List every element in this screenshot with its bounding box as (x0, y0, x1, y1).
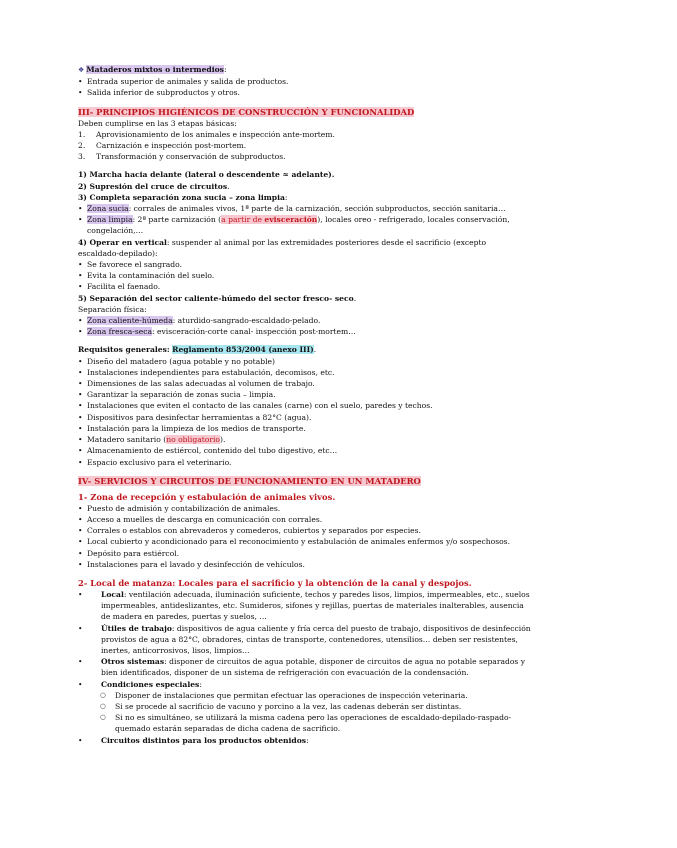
local-continuation: de madera en paredes, puertas y suelos, … (101, 612, 267, 622)
utiles-continuation: provistos de agua a 82°C, obradores, cintas de transporte, contenedores, utensilios… deben ser resistentes, (101, 634, 518, 644)
list-item: • Depósito para estiércol. (78, 548, 637, 559)
list-item: • Instalaciones para el lavado y desinfección de vehículos. (78, 559, 637, 570)
zona-caliente-item: • Zona caliente-húmeda: aturdido-sangrado-escaldado-pelado. (78, 315, 637, 326)
mixtos-title: Mataderos mixtos o intermedios (86, 65, 224, 74)
zona-sucia-item: • Zona sucia: corrales de animales vivos, 1ª parte de la carnización, sección subproductos, sección sanitaria… (78, 203, 637, 214)
zona-limpia-item: • Zona limpia: 2ª parte carnización (a partir de evisceración), locales oreo - refrigerado, locales conservación, (78, 214, 637, 225)
list-item: • Corrales o establos con abrevaderos y comederos, cubiertos y separados por especies. (78, 525, 637, 536)
sub-list-item: ○ Si se procede al sacrificio de vacuno y porcino a la vez, las cadenas deberán ser distintas. (78, 701, 637, 712)
list-item: • Facilita el faenado. (78, 281, 637, 292)
subsection-heading-recepcion: 1- Zona de recepción y estabulación de animales vivos. (78, 491, 336, 502)
diamond-bullet-icon: ❖ (78, 66, 85, 74)
list-item: • Dispositivos para desinfectar herramientas a 82°C (agua). (78, 412, 637, 423)
sub-list-item: ○ Si no es simultáneo, se utilizará la misma cadena pero las operaciones de escaldado-depilado-raspado- (78, 712, 637, 723)
local-item: • Local: ventilación adecuada, iluminación suficiente, techos y paredes lisos, limpios, impermeables, etc., suelos (78, 589, 637, 600)
principle-2: 2) Supresión del cruce de circuitos. (78, 181, 230, 191)
zona-fresca-item: • Zona fresca-seca: evisceración-corte canal- inspección post-mortem… (78, 326, 637, 337)
sub-list-continuation: quemado estarán separadas de dicha cadena de sacrificio. (115, 724, 341, 734)
step-item: 2. Carnización e inspección post-mortem. (78, 141, 247, 151)
list-item: • Entrada superior de animales y salida de productos. (78, 76, 637, 87)
list-item: • Evita la contaminación del suelo. (78, 270, 637, 281)
list-item: • Local cubierto y acondicionado para el reconocimiento y estabulación de animales enfermos y/o sospechosos. (78, 536, 637, 547)
requisitos-title: Requisitos generales: Reglamento 853/2004 (anexo III). (78, 345, 317, 355)
utiles-item: • Útiles de trabajo: dispositivos de agua caliente y fría cerca del puesto de trabajo, dispositivos de desinfección (78, 623, 637, 634)
sub-list-item: ○ Disponer de instalaciones que permitan efectuar las operaciones de inspección veterinaria. (78, 690, 637, 701)
zona-limpia-continuation: congelación,… (87, 226, 144, 236)
utiles-continuation: inertes, anticorrosivos, lisos, limpios… (101, 645, 250, 655)
list-item: • Instalación para la limpieza de los medios de transporte. (78, 423, 637, 434)
principle-3: 3) Completa separación zona sucia – zona limpia: (78, 192, 288, 202)
step-item: 1. Aprovisionamiento de los animales e inspección ante-mortem. (78, 129, 335, 139)
list-item: • Espacio exclusivo para el veterinario. (78, 457, 637, 468)
matadero-sanitario-item: • Matadero sanitario (no obligatorio). (78, 434, 637, 445)
list-item: • Dimensiones de las salas adecuadas al volumen de trabajo. (78, 378, 637, 389)
list-item: • Acceso a muelles de descarga en comunicación con corrales. (78, 514, 637, 525)
principle-1: 1) Marcha hacia delante (lateral o descendente ≈ adelante). (78, 170, 335, 180)
list-item: • Instalaciones independientes para estabulación, decomisos, etc. (78, 367, 637, 378)
list-item: • Garantizar la separación de zonas sucia – limpia. (78, 389, 637, 400)
principle-5-intro: Separación física: (78, 304, 147, 314)
principle-4-continuation: escaldado-depilado): (78, 248, 158, 258)
section-heading-principios: III- PRINCIPIOS HIGIÉNICOS DE CONSTRUCCIÓN Y FUNCIONALIDAD (78, 106, 415, 117)
step-item: 3. Transformación y conservación de subproductos. (78, 152, 286, 162)
principle-5: 5) Separación del sector caliente-húmedo del sector fresco- seco. (78, 293, 357, 303)
list-item: • Almacenamiento de estiércol, contenido del tubo digestivo, etc… (78, 445, 637, 456)
mixtos-title-line: ❖ Mataderos mixtos o intermedios: (78, 65, 227, 74)
otros-item: • Otros sistemas: disponer de circuitos de agua potable, disponer de circuitos de agua no potable separados y (78, 656, 637, 667)
section-heading-servicios: IV- SERVICIOS Y CIRCUITOS DE FUNCIONAMIENTO EN UN MATADERO (78, 475, 421, 486)
list-item: • Puesto de admisión y contabilización de animales. (78, 503, 637, 514)
condiciones-item: • Condiciones especiales: (78, 679, 637, 690)
principle-4: 4) Operar en vertical: suspender al animal por las extremidades posteriores desde el sacrificio (excepto (78, 237, 487, 247)
circuitos-item: • Circuitos distintos para los productos obtenidos: (78, 735, 637, 746)
otros-continuation: bien identificados, disponer de un sistema de refrigeración con evacuación de la condensación. (101, 668, 469, 678)
list-item: • Instalaciones que eviten el contacto de las canales (carne) con el suelo, paredes y techos. (78, 400, 637, 411)
list-item: • Diseño del matadero (agua potable y no potable) (78, 356, 637, 367)
principios-intro: Deben cumplirse en las 3 etapas básicas: (78, 118, 237, 128)
local-continuation: impermeables, antideslizantes, etc. Sumideros, sifones y rejillas, puertas de materiales inalterables, ausencia (101, 601, 524, 611)
list-item: • Se favorece el sangrado. (78, 259, 637, 270)
list-item: • Salida inferior de subproductos y otros. (78, 87, 637, 98)
subsection-heading-matanza: 2- Local de matanza: Locales para el sacrificio y la obtención de la canal y despojos. (78, 577, 472, 588)
